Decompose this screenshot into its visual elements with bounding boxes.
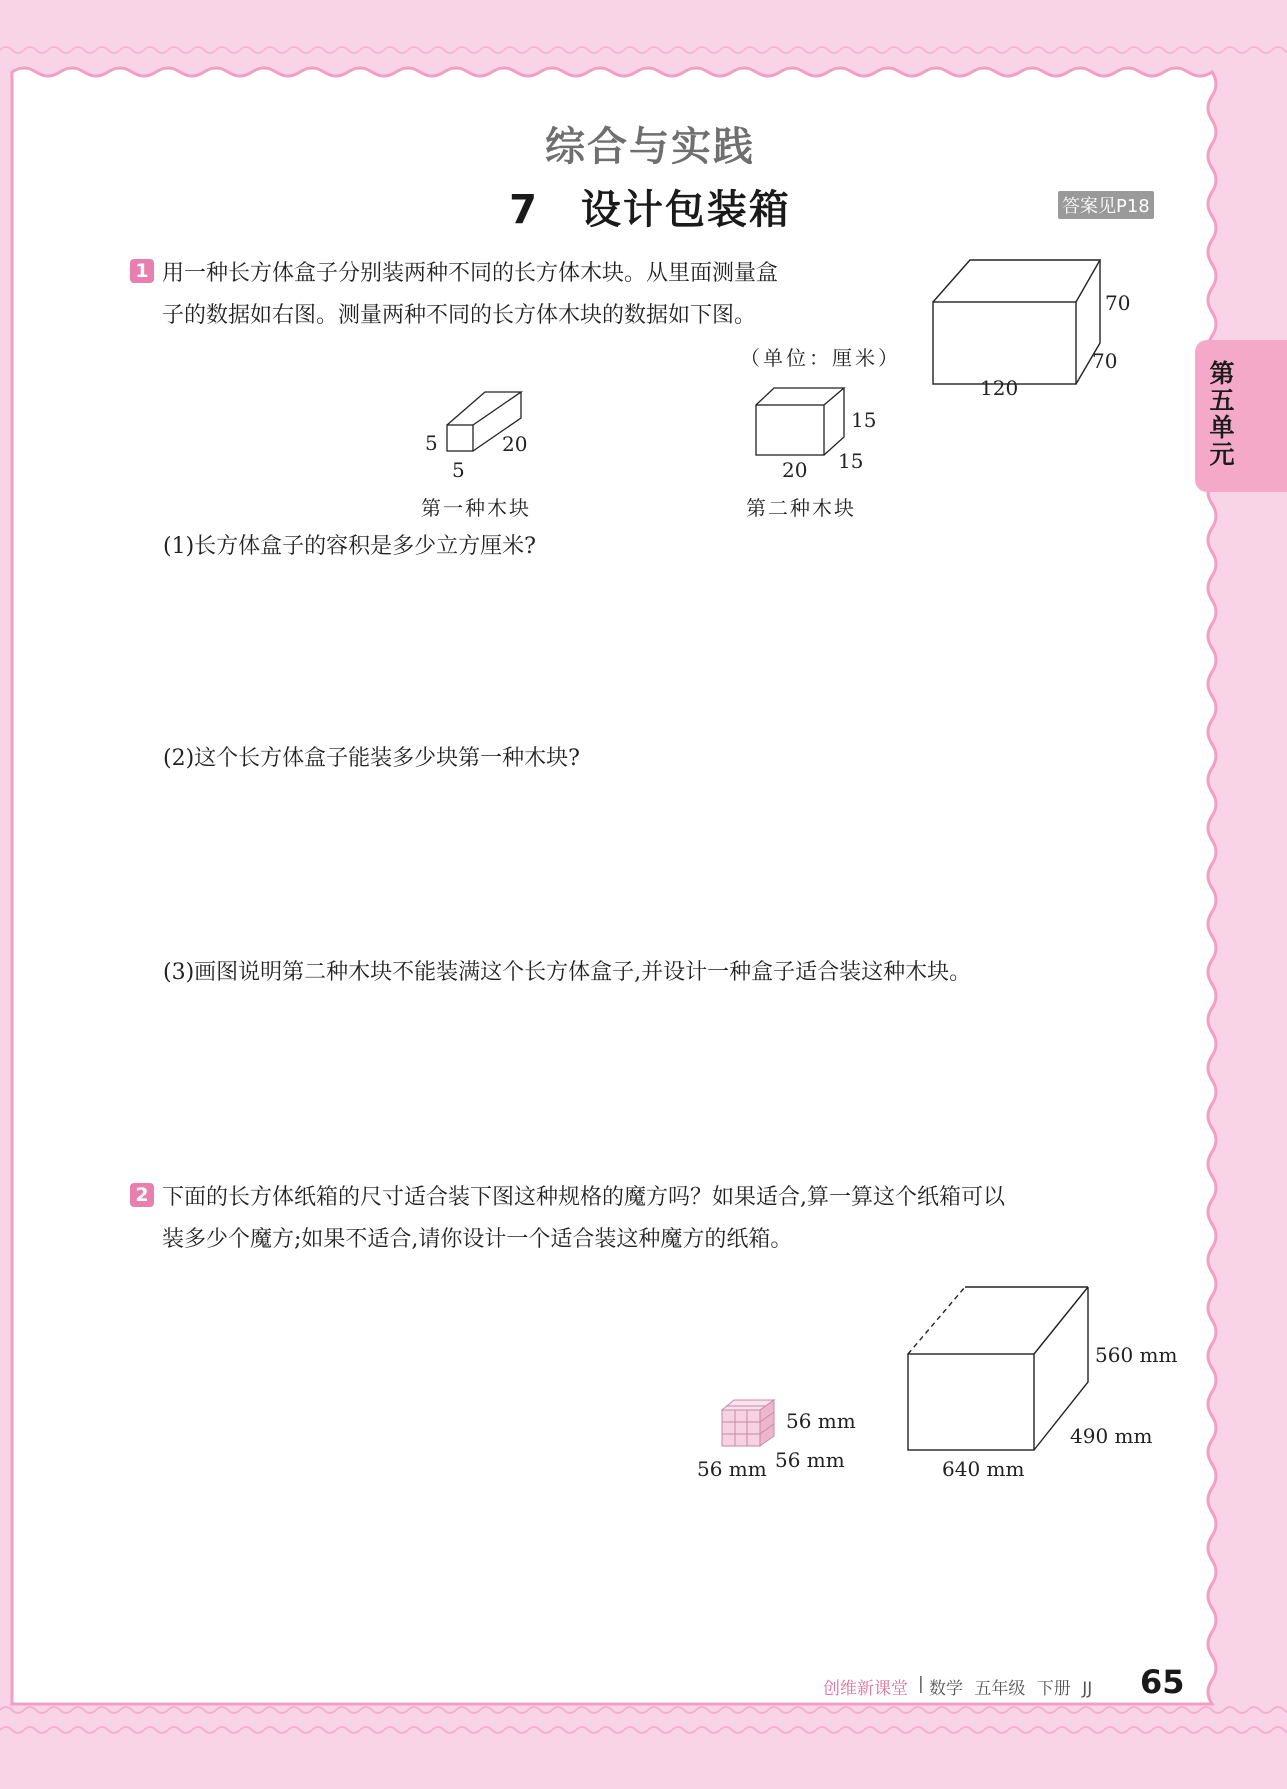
sub-question-2: (2)这个长方体盒子能装多少块第一种木块? bbox=[163, 746, 580, 771]
question-1-line2: 子的数据如右图。测量两种不同的长方体木块的数据如下图。 bbox=[162, 303, 757, 328]
question-2-text bbox=[162, 1177, 1182, 1261]
sub-question-3: (3)画图说明第二种木块不能装满这个长方体盒子,并设计一种盒子适合装这种木块。 bbox=[163, 960, 972, 985]
page-title: 7 设计包装箱 bbox=[509, 187, 791, 233]
sub-question-1: (1)长方体盒子的容积是多少立方厘米? bbox=[163, 534, 536, 559]
question-2-badge bbox=[130, 1183, 154, 1207]
rubiks-cube-figure bbox=[720, 1398, 778, 1450]
cube-height-label: 56 mm bbox=[786, 1409, 856, 1433]
box-length-label: 120 bbox=[980, 376, 1019, 400]
question-1-text bbox=[162, 253, 902, 337]
carton-height-label: 560 mm bbox=[1095, 1343, 1178, 1367]
question-2-line1: 下面的长方体纸箱的尺寸适合装下图这种规格的魔方吗？如果适合,算一算这个纸箱可以 bbox=[162, 1185, 1005, 1210]
block-2-caption: 第二种木块 bbox=[746, 496, 856, 520]
block-1-dim-b: 20 bbox=[502, 432, 528, 456]
cube-depth-label: 56 mm bbox=[775, 1448, 845, 1472]
block-2-dim-a: 15 bbox=[851, 408, 877, 432]
cube-width-label: 56 mm bbox=[697, 1457, 767, 1481]
question-1-line1: 用一种长方体盒子分别装两种不同的长方体木块。从里面测量盒 bbox=[162, 261, 779, 286]
unit-note: （单位：厘米） bbox=[740, 346, 901, 370]
block-1-caption: 第一种木块 bbox=[421, 496, 531, 520]
box-height-label: 70 bbox=[1105, 291, 1131, 315]
carton-figure bbox=[900, 1282, 1095, 1452]
answer-reference-badge: 答案见P18 bbox=[1058, 191, 1154, 219]
block-2-dim-b: 15 bbox=[838, 449, 864, 473]
question-1-badge bbox=[130, 259, 154, 283]
footer-separator: | bbox=[918, 1674, 924, 1694]
footer-book-info: 数学 五年级 下册 JJ bbox=[929, 1679, 1093, 1699]
box-front-face bbox=[933, 302, 1076, 384]
section-title: 综合与实践 bbox=[545, 124, 755, 170]
page-number: 65 bbox=[1140, 1663, 1185, 1701]
footer-brand: 创维新课堂 bbox=[823, 1679, 908, 1699]
block-1-dim-c: 5 bbox=[452, 458, 465, 482]
carton-width-label: 640 mm bbox=[942, 1457, 1025, 1481]
box-depth-label: 70 bbox=[1092, 349, 1118, 373]
block-2-figure bbox=[752, 385, 852, 460]
question-2-line2: 装多少个魔方;如果不适合,请你设计一个适合装这种魔方的纸箱。 bbox=[162, 1227, 793, 1252]
unit-side-tab-label: 第五单元 bbox=[1209, 359, 1235, 469]
block-2-dim-c: 20 bbox=[782, 458, 808, 482]
block-1-dim-a: 5 bbox=[425, 431, 438, 455]
question-number: 2 bbox=[130, 1183, 154, 1207]
question-number: 1 bbox=[130, 259, 154, 283]
box-top-face bbox=[933, 260, 1100, 302]
carton-depth-label: 490 mm bbox=[1070, 1424, 1153, 1448]
